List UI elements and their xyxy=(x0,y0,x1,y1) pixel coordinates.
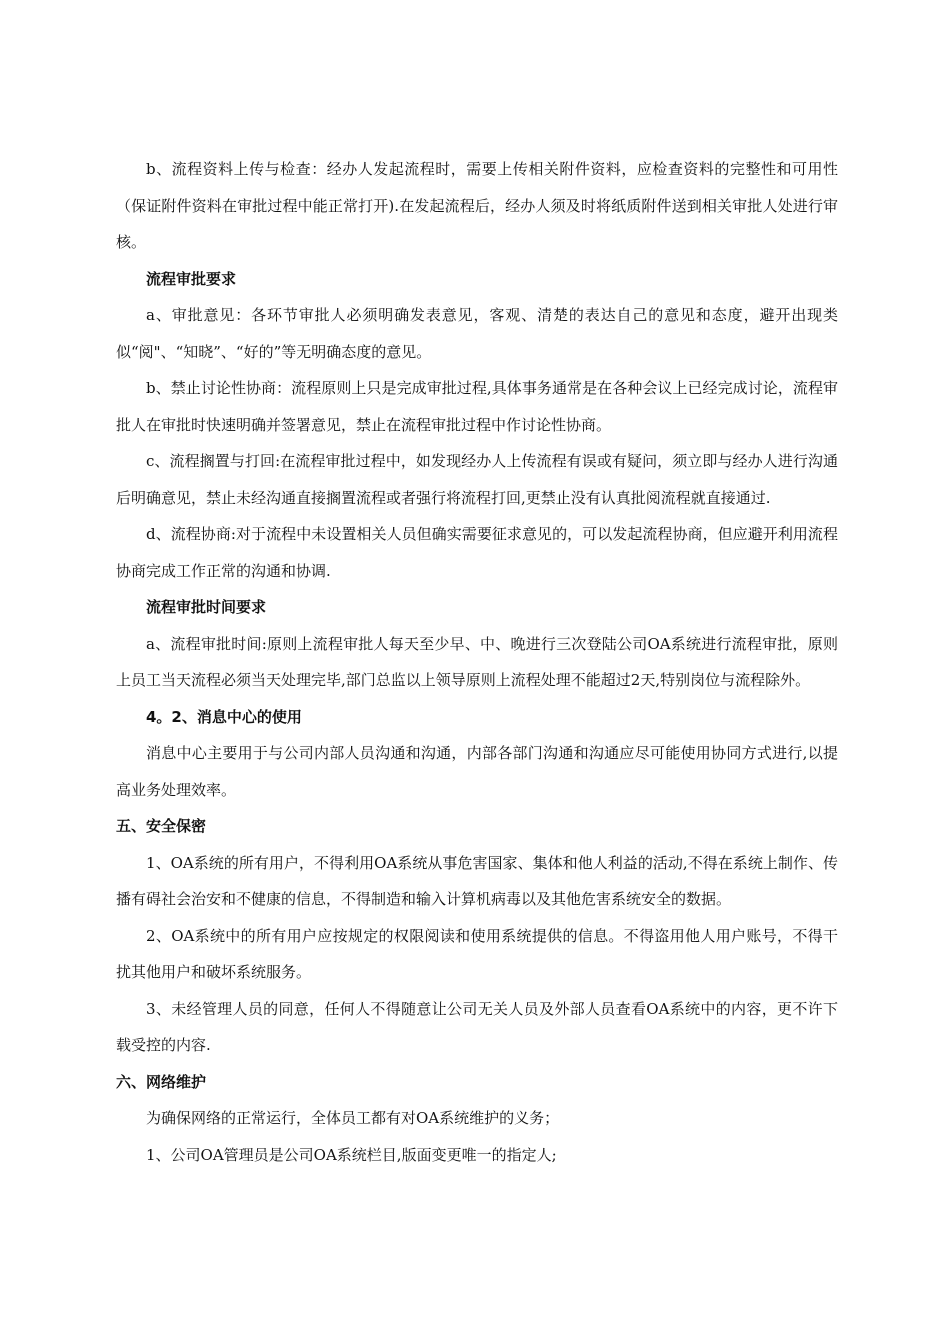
paragraph-d-consultation: d、流程协商:对于流程中未设置相关人员但确实需要征求意见的，可以发起流程协商，但应避开利用流程协商完成工作正常的沟通和协调. xyxy=(116,525,838,580)
paragraph-b-upload-check: b、流程资料上传与检查：经办人发起流程时，需要上传相关附件资料，应检查资料的完整性和可用性（保证附件资料在审批过程中能正常打开).在发起流程后，经办人须及时将纸质附件送到相关审批人处进行审核。 xyxy=(116,160,838,251)
paragraph-network-1: 1、公司OA管理员是公司OA系统栏目,版面变更唯一的指定人; xyxy=(146,1145,557,1164)
heading-approval-requirements: 流程审批要求 xyxy=(146,269,237,288)
heading-message-center: 4。2、消息中心的使用 xyxy=(146,707,302,726)
heading-approval-time: 流程审批时间要求 xyxy=(146,598,267,616)
paragraph-security-2: 2、OA系统中的所有用户应按规定的权限阅读和使用系统提供的信息。不得盗用他人用户账号，不得干扰其他用户和破坏系统服务。 xyxy=(116,926,838,981)
paragraph-security-3: 3、未经管理人员的同意，任何人不得随意让公司无关人员及外部人员查看OA系统中的内容，更不许下载受控的内容. xyxy=(116,999,838,1054)
paragraph-a-approval-time: a、流程审批时间:原则上流程审批人每天至少早、中、晚进行三次登陆公司OA系统进行流程审批，原则上员工当天流程必须当天处理完毕,部门总监以上领导原则上流程处理不能超过2天,特别岗位与流程除外。 xyxy=(116,634,838,689)
paragraph-b-no-discussion: b、禁止讨论性协商：流程原则上只是完成审批过程,具体事务通常是在各种会议上已经完成讨论，流程审批人在审批时快速明确并签署意见，禁止在流程审批过程中作讨论性协商。 xyxy=(116,379,838,434)
paragraph-network-intro: 为确保网络的正常运行，全体员工都有对OA系统维护的义务； xyxy=(146,1109,560,1127)
document-body xyxy=(116,151,838,1173)
paragraph-a-approval-opinion: a、审批意见：各环节审批人必须明确发表意见，客观、清楚的表达自己的意见和态度，避开出现类似“阅"、“知晓”、“好的”等无明确态度的意见。 xyxy=(116,306,838,361)
paragraph-c-shelve-return: c、流程搁置与打回:在流程审批过程中，如发现经办人上传流程有误或有疑问，须立即与经办人进行沟通后明确意见，禁止未经沟通直接搁置流程或者强行将流程打回,更禁止没有认真批阅流程就直接通过. xyxy=(116,452,838,507)
paragraph-message-center: 消息中心主要用于与公司内部人员沟通和沟通，内部各部门沟通和沟通应尽可能使用协同方式进行,以提高业务处理效率。 xyxy=(116,744,838,799)
heading-network-maintenance: 六、网络维护 xyxy=(116,1072,207,1091)
paragraph-security-1: 1、OA系统的所有用户，不得利用OA系统从事危害国家、集体和他人利益的活动,不得在系统上制作、传播有碍社会治安和不健康的信息，不得制造和输入计算机病毒以及其他危害系统安全的数据。 xyxy=(116,853,838,908)
heading-security: 五、安全保密 xyxy=(116,817,207,835)
